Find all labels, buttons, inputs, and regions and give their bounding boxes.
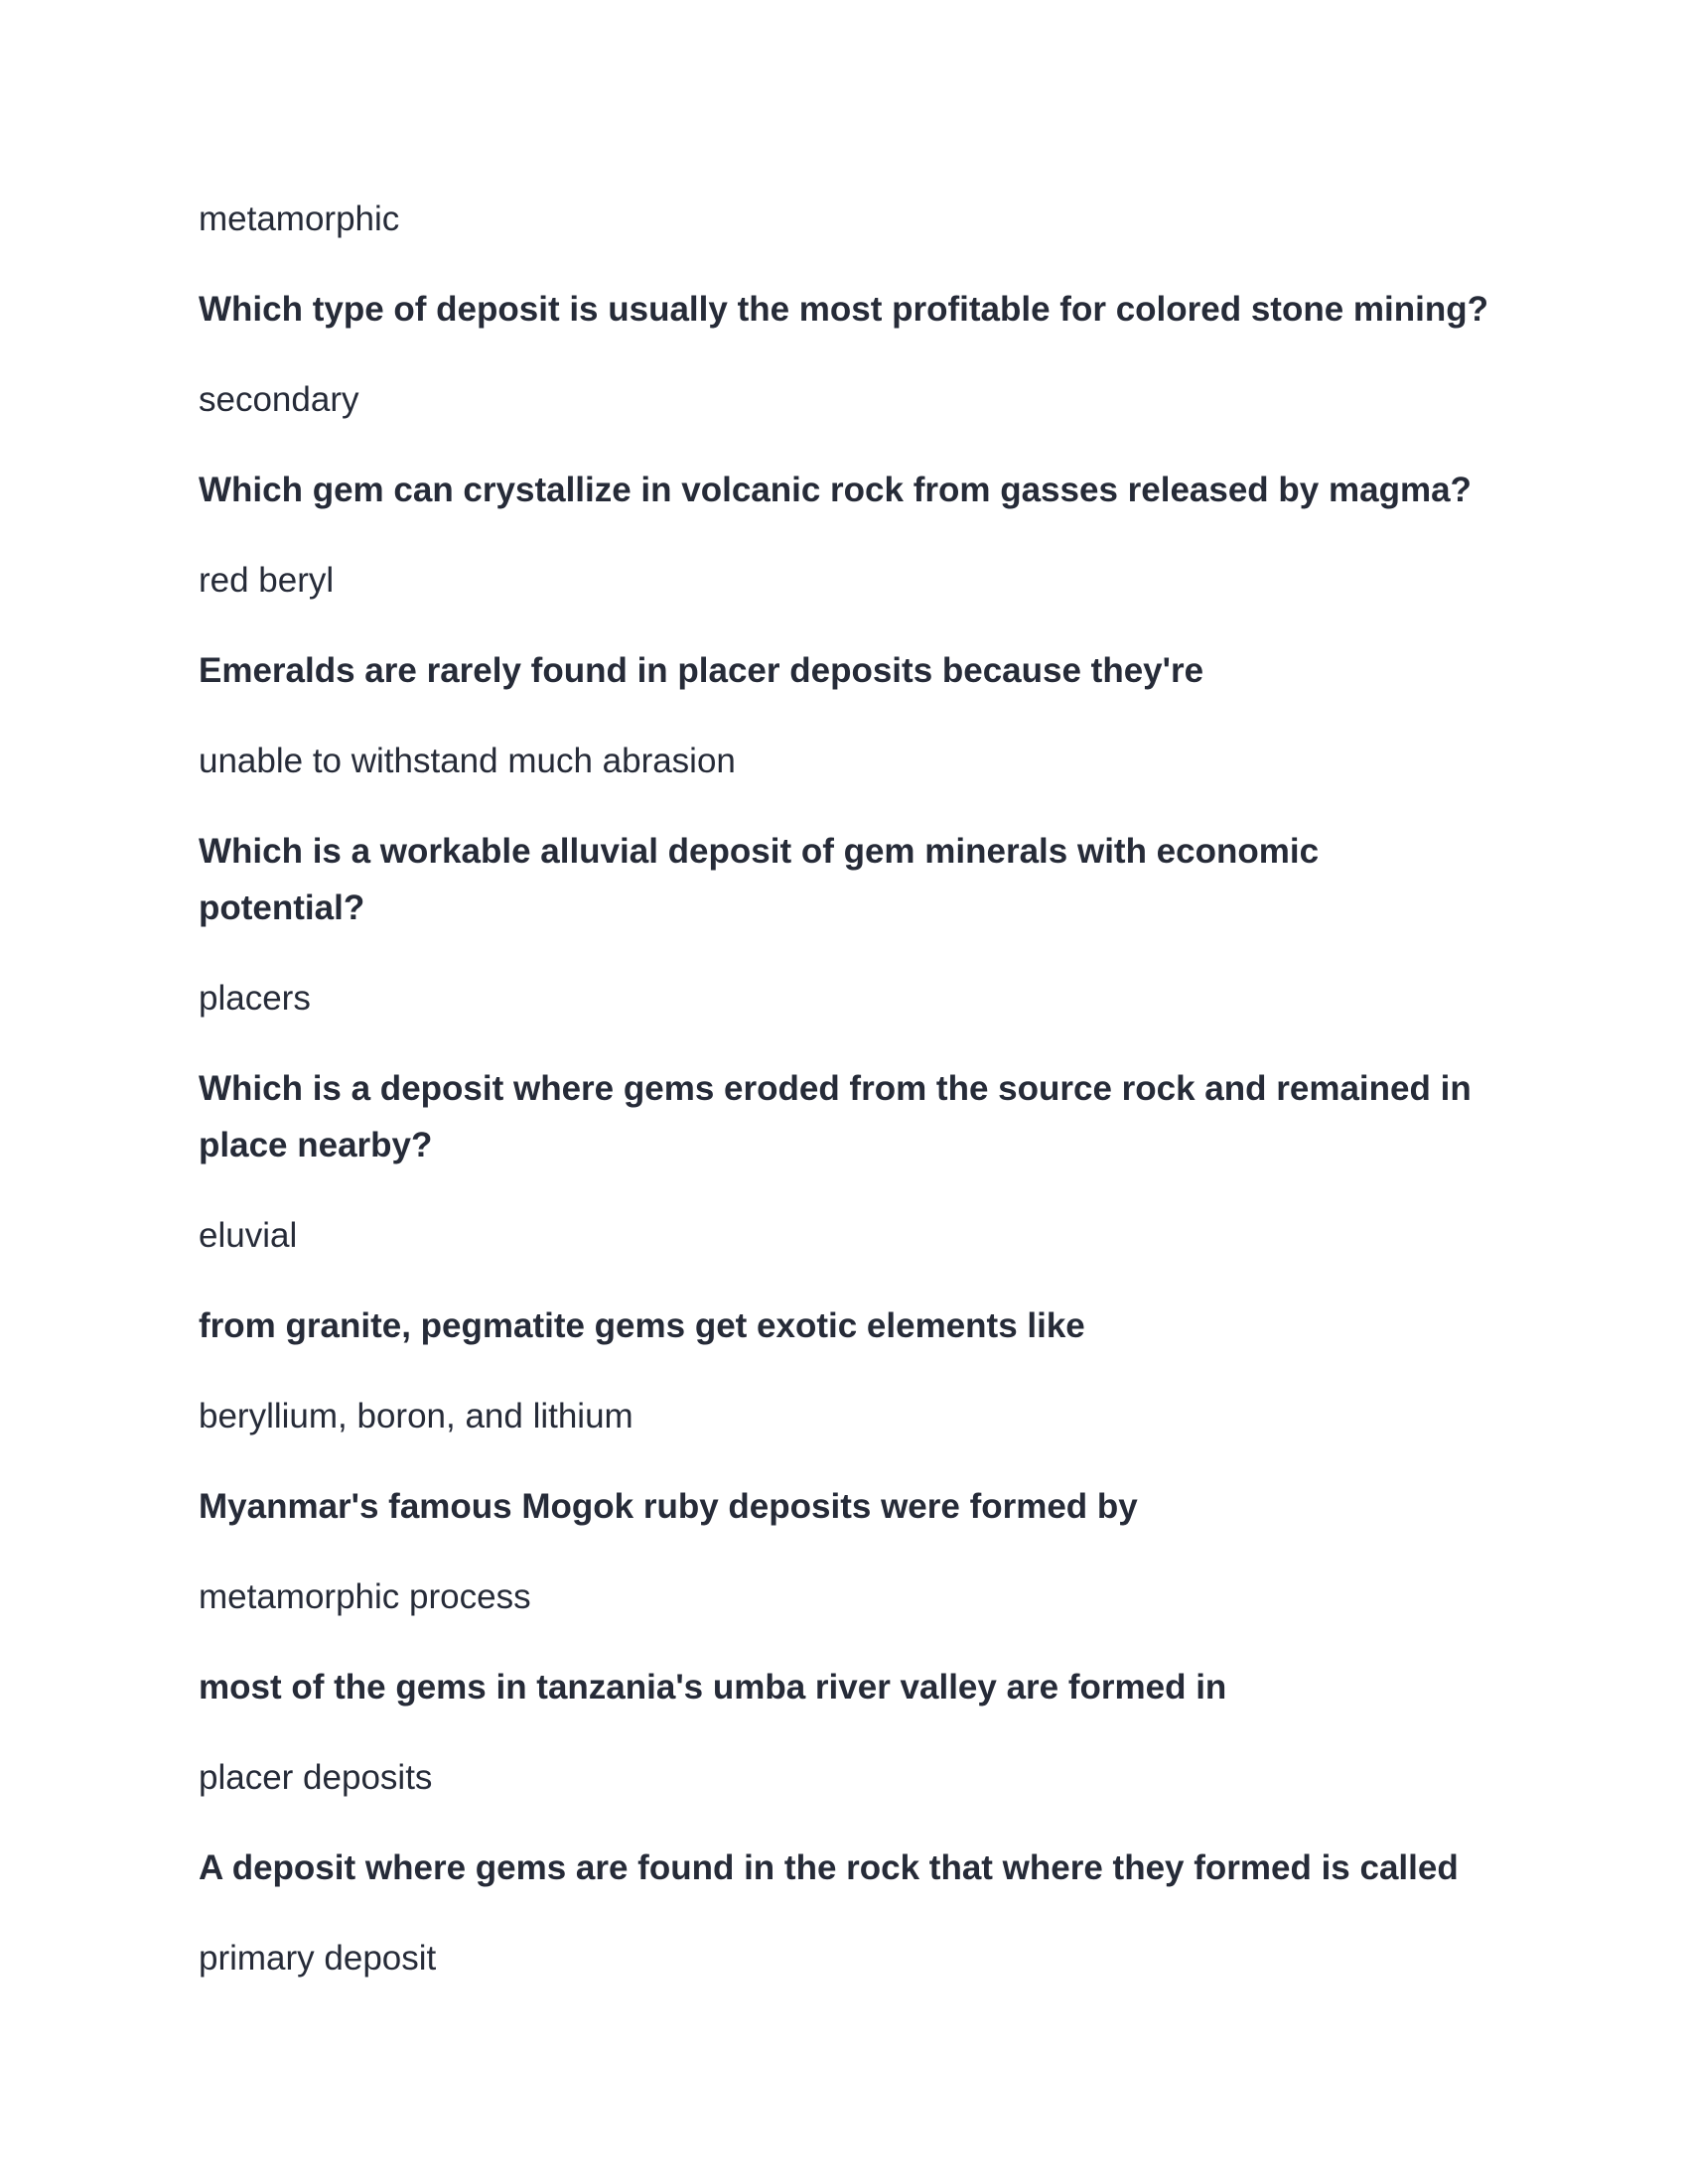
question-text: Which type of deposit is usually the most profitable for colored stone mining? [199,290,1488,329]
question-text: Which is a workable alluvial deposit of gem minerals with economic potential? [199,832,1320,927]
question-text: Which gem can crystallize in volcanic rock from gasses released by magma? [199,471,1472,509]
answer-text: beryllium, boron, and lithium [199,1397,633,1435]
question-text: A deposit where gems are found in the rock that where they formed is called [199,1848,1459,1887]
answer-text: unable to withstand much abrasion [199,742,736,780]
answer-text: placers [199,979,311,1018]
answer-text: eluvial [199,1216,298,1255]
question-text: Emeralds are rarely found in placer deposits because they're [199,651,1204,690]
answer-text: secondary [199,380,359,419]
answer-text: placer deposits [199,1758,433,1797]
answer-text: metamorphic [199,200,400,238]
question-text: Myanmar's famous Mogok ruby deposits were formed by [199,1487,1138,1526]
answer-text: primary deposit [199,1939,437,1978]
answer-text: metamorphic process [199,1577,531,1616]
question-text: Which is a deposit where gems eroded from the source rock and remained in place nearby? [199,1069,1472,1164]
document-page [199,191,1489,2020]
question-text: from granite, pegmatite gems get exotic elements like [199,1306,1085,1345]
question-text: most of the gems in tanzania's umba river valley are formed in [199,1668,1227,1706]
answer-text: red beryl [199,561,335,600]
